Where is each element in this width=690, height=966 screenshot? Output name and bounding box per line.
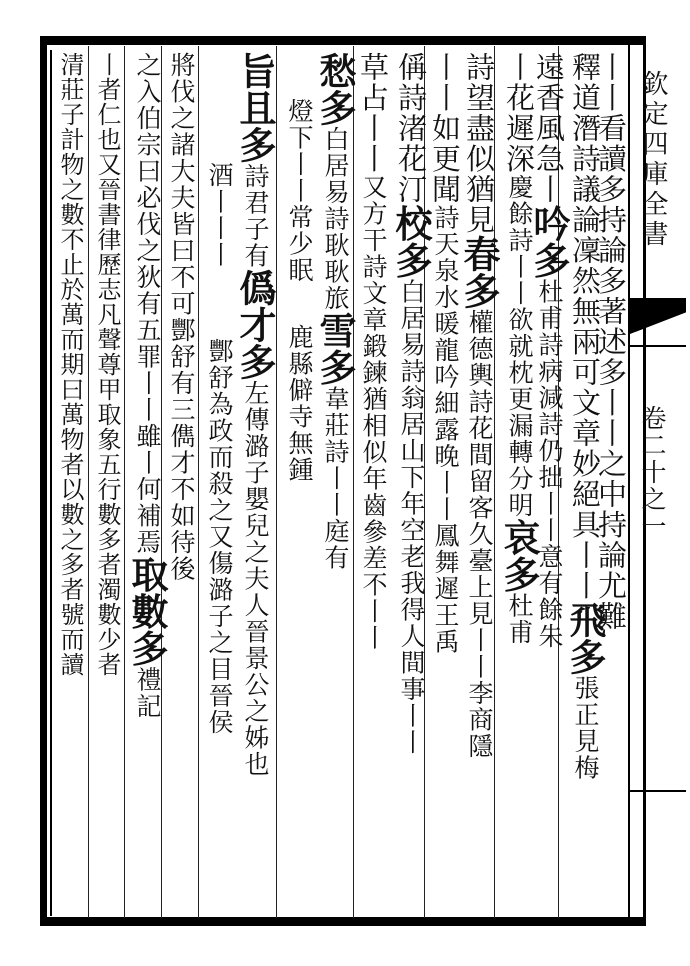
column-text: 又方干詩文章鍛鍊猶相似年齒參差不丨丨: [359, 174, 388, 651]
text-column: [92, 52, 121, 677]
column-text: 權德輿詩花間留客久臺上見丨丨李商隱: [465, 309, 494, 760]
column-text: 杜甫詩病減詩仍拙丨丨意有餘朱: [535, 278, 564, 650]
column-text: 詩君子有: [241, 163, 270, 269]
column-text: 偁詩渚花汀: [394, 52, 428, 205]
column-text: 丨丨看讀多持論多著述多丨丨之中持論尤難: [594, 52, 628, 632]
column-text: 酆舒為政而殺之又傷潞子之目晉侯: [205, 338, 234, 736]
column-text: 酒丨丨丨: [205, 162, 234, 268]
column-text: 詩望盡似猶見: [462, 52, 496, 235]
text-column: [389, 52, 433, 756]
column-text: 之入伯宗曰必伐之狄有五罪丨丨雖丨何補焉: [133, 52, 162, 556]
headword: 僞才多: [233, 269, 277, 380]
column-rule: [353, 46, 354, 918]
column-text: 草占丨丨: [356, 52, 390, 174]
text-column: [356, 52, 390, 651]
column-text: 白居易詩翁居山下年空老我得人間事丨丨: [397, 278, 426, 756]
headword: 旨且多: [233, 52, 277, 163]
headword: 取數多: [125, 555, 169, 667]
column-text: 釋道潛詩議論凜然無兩可文章妙絕具丨丨: [568, 52, 602, 601]
column-text: 禮記: [133, 666, 162, 720]
fishtail-rule-bottom: [630, 790, 686, 792]
column-text: 將伐之諸大夫皆曰不可酆舒有三儁才不如待後: [167, 52, 196, 582]
column-rule: [198, 46, 199, 918]
text-column: [563, 52, 607, 781]
column-text: 張正見梅: [571, 675, 600, 781]
column-text: 慶餘詩丨丨欲就枕更漏轉分明: [505, 174, 534, 519]
headword: 吟多: [527, 204, 571, 279]
text-column: [497, 52, 541, 646]
headword: 愁多: [313, 52, 357, 126]
text-column: [284, 52, 313, 483]
column-text: 丨丨如更聞: [428, 52, 462, 205]
frame-inner-line: [50, 50, 52, 916]
column-rule: [276, 46, 277, 918]
text-column: [313, 52, 357, 571]
text-column: [428, 52, 462, 655]
column-text: 白居易詩耿耿旅: [321, 126, 350, 312]
text-column: [457, 52, 501, 760]
column-text: 韋莊詩丨丨庭有: [321, 385, 350, 571]
headword: 哀多: [497, 518, 541, 593]
gutter-volume: 卷二十之一: [638, 405, 667, 540]
column-text: 左傳潞子嬰兒之夫人晉景公之姊也: [241, 380, 270, 778]
column-text: 丨花遲深: [502, 52, 536, 174]
column-text: 鹿縣僻寺無鍾: [285, 323, 314, 483]
headword: 雪多: [313, 311, 357, 386]
headword: 飛多: [563, 601, 607, 675]
column-text: 詩天泉水暖龍吟細露晚丨丨鳳舞遲王禹: [431, 204, 460, 655]
column-text: 遠香風急丨: [532, 52, 566, 205]
column-rule: [124, 46, 125, 918]
column-text: 清莊子計物之數不止於萬而期曰萬物者以數之多者號而讀: [56, 52, 84, 677]
column-text: 杜甫: [505, 592, 534, 646]
column-rule: [88, 46, 89, 918]
text-column: [204, 52, 233, 736]
column-text: 丨者仁也又晉書律歷志凡聲尊甲取象五行數多者濁數少者: [93, 52, 121, 677]
text-column: [233, 52, 277, 778]
text-column: [125, 52, 169, 720]
gutter-title: 欽定四庫全書: [638, 70, 668, 250]
column-text: 燈下丨丨常少眠: [285, 98, 314, 284]
headword: 春多: [457, 235, 501, 309]
text-column: [166, 52, 195, 582]
headword: 校多: [389, 204, 433, 279]
fishtail-rule-top: [630, 345, 686, 347]
text-column: [55, 52, 84, 677]
